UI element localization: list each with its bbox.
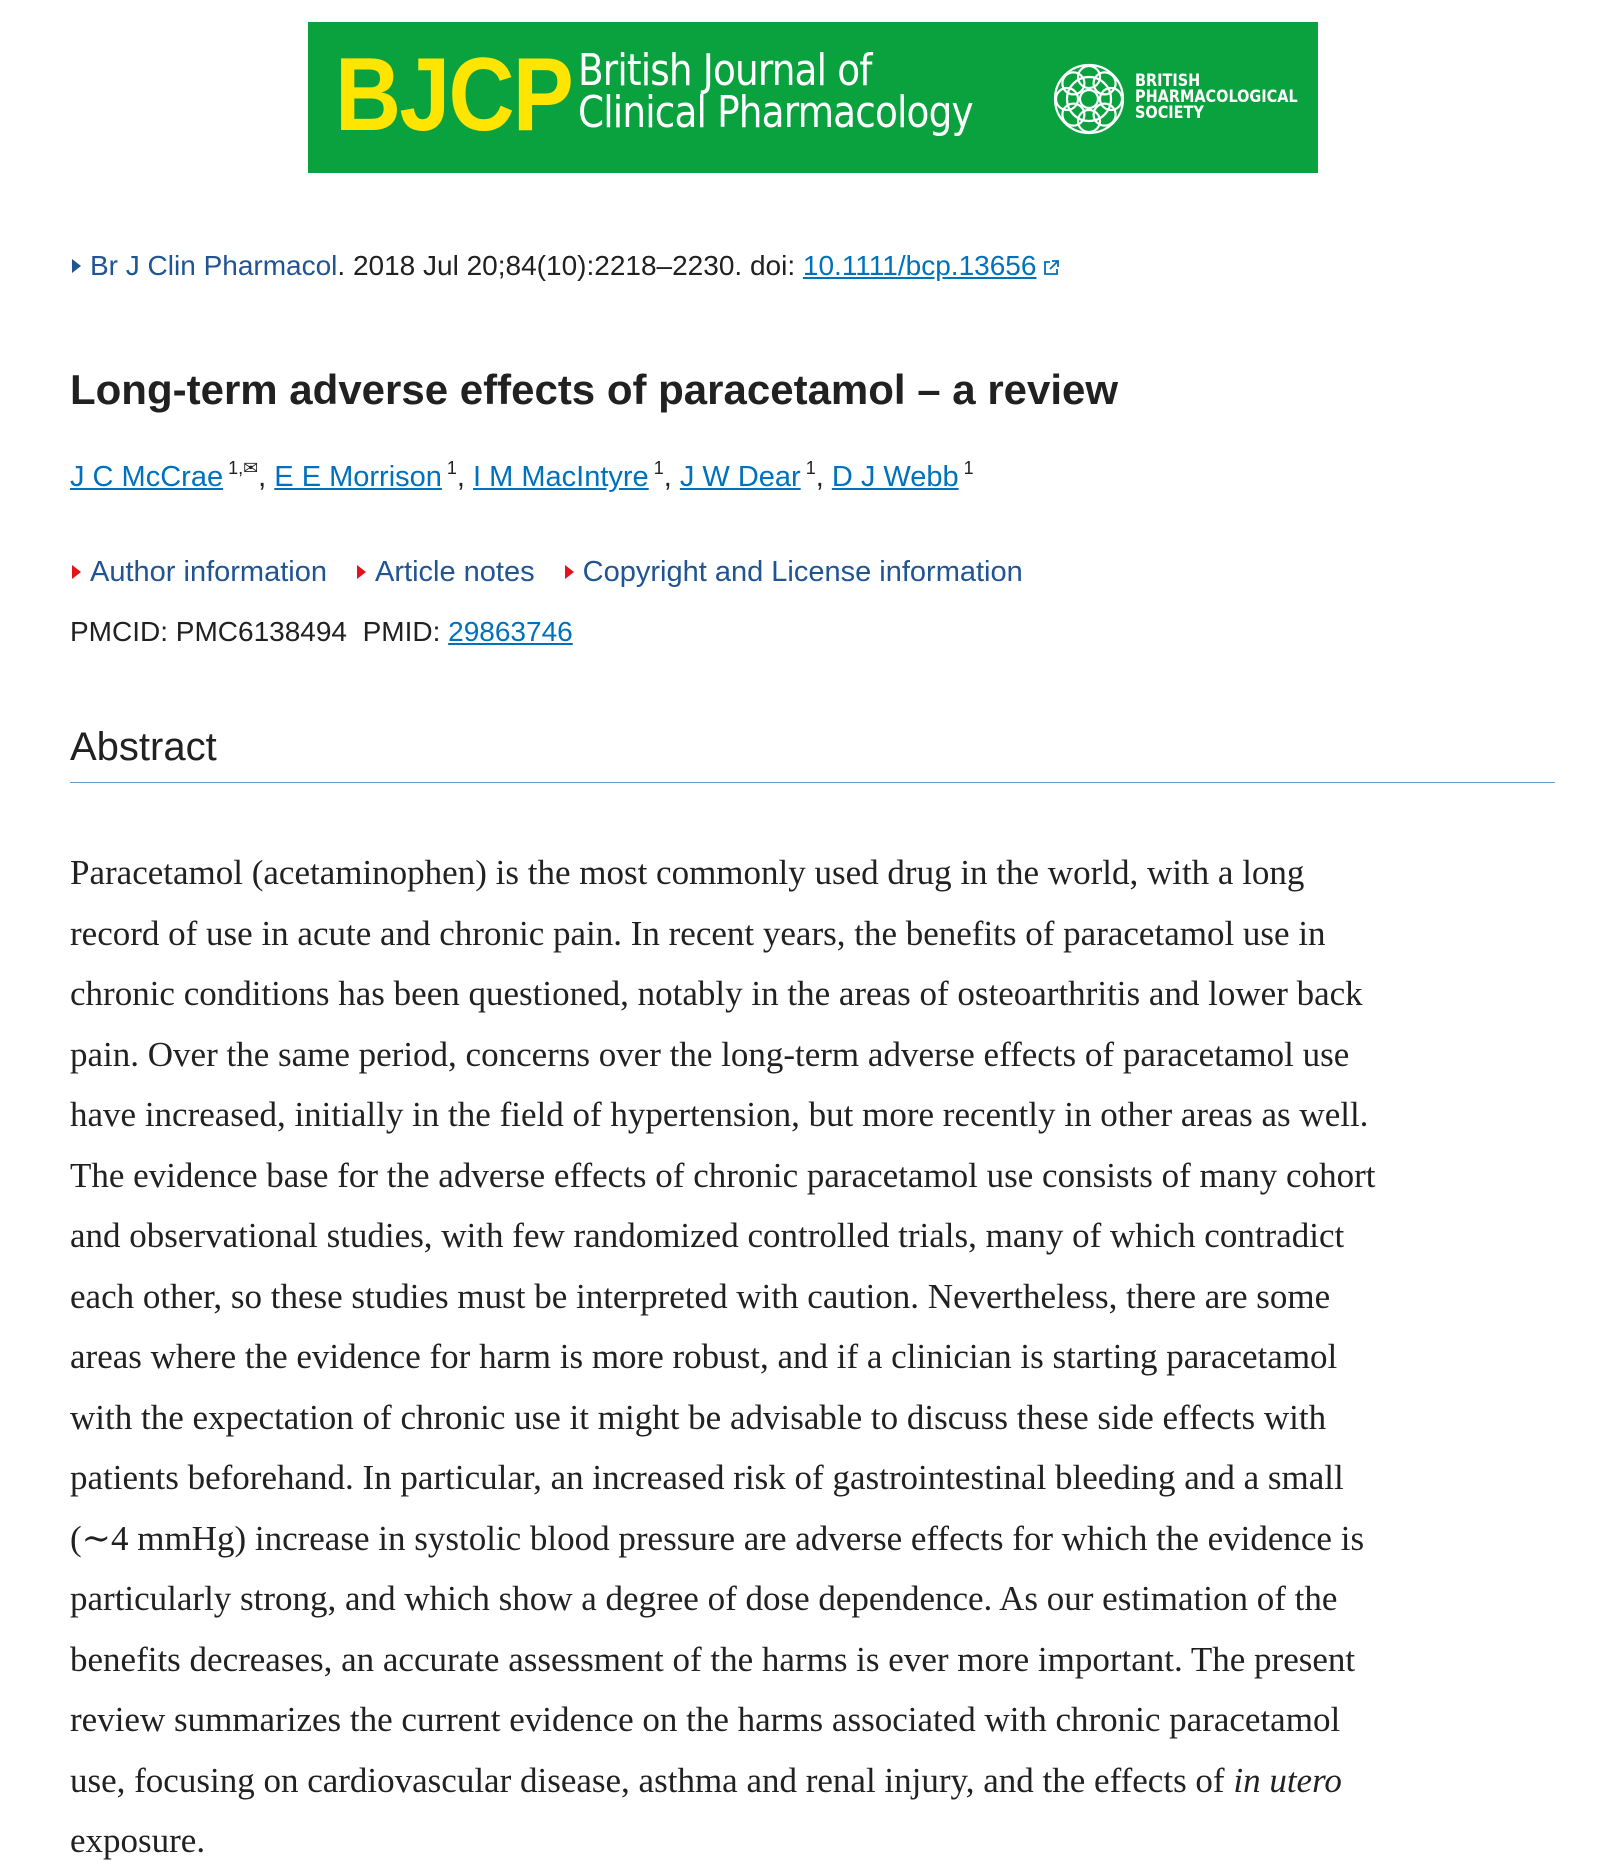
pmcid-value: PMC6138494 (175, 616, 348, 647)
bps-emblem-icon (1051, 61, 1127, 137)
author-affiliation[interactable]: 1 (963, 458, 974, 478)
abstract-line: benefits decreases, an accurate assessment of the harms is ever more important. The present (70, 1639, 1356, 1679)
society-name-line1: BRITISH (1135, 71, 1201, 91)
author-link[interactable]: D J Webb (831, 461, 959, 493)
journal-banner[interactable] (308, 22, 1318, 173)
expand-triangle-icon (357, 565, 366, 579)
author-affiliation[interactable]: 1 (653, 458, 664, 478)
pmid-link[interactable]: 29863746 (448, 616, 573, 647)
copyright-toggle[interactable] (565, 556, 1023, 588)
author-information-toggle[interactable] (72, 556, 327, 588)
abstract-line: review summarizes the current evidence on the harms associated with chronic paracetamol (70, 1700, 1341, 1739)
author-link[interactable]: I M MacIntyre (473, 461, 649, 493)
journal-link[interactable]: Br J Clin Pharmacol (90, 250, 338, 281)
article-title: Long-term adverse effects of paracetamol – a review (70, 366, 1119, 413)
abstract-text (70, 843, 1565, 1872)
author-link[interactable]: J W Dear (679, 461, 801, 493)
abstract-line: and observational studies, with few randomized controlled trials, many of which contradict (70, 1216, 1345, 1255)
expand-triangle-icon (72, 565, 81, 579)
citation-details: . 2018 Jul 20;84(10):2218–2230. doi: (337, 250, 803, 281)
author-link[interactable]: J C McCrae (70, 461, 224, 493)
abstract-line: Paracetamol (acetaminophen) is the most commonly used drug in the world, with a long (70, 853, 1305, 892)
abstract-line: each other, so these studies must be interpreted with caution. Nevertheless, there are some (70, 1276, 1331, 1316)
abstract-line-with-italic (70, 1751, 1565, 1812)
abstract-line: patients beforehand. In particular, an increased risk of gastrointestinal bleeding and a small (70, 1458, 1344, 1497)
author-information-label: Author information (90, 556, 327, 588)
article-info-toggles (72, 553, 1045, 591)
abstract-line: (∼4 mmHg) increase in systolic blood pressure are adverse effects for which the evidence is (70, 1518, 1365, 1558)
journal-abbrev: BJCP (335, 37, 573, 153)
author-list (70, 458, 974, 496)
expand-triangle-icon[interactable] (72, 259, 81, 273)
article-identifiers (70, 614, 573, 650)
society-name (1135, 73, 1298, 121)
abstract-line: with the expectation of chronic use it might be advisable to discuss these side effects with (70, 1397, 1327, 1437)
journal-name-line2: Clinical Pharmacology (578, 87, 973, 138)
copyright-label: Copyright and License information (582, 556, 1023, 588)
heading-divider (70, 782, 1555, 783)
citation-line (72, 248, 1060, 284)
abstract-line: exposure. (70, 1821, 206, 1860)
abstract-line: chronic conditions has been questioned, notably in the areas of osteoarthritis and lower back (70, 974, 1363, 1013)
article-notes-label: Article notes (375, 556, 535, 588)
author-link[interactable]: E E Morrison (274, 461, 442, 493)
doi-link[interactable]: 10.1111/bcp.13656 (802, 250, 1037, 281)
author-separator: , (815, 461, 832, 493)
society-name-line2: PHARMACOLOGICAL (1135, 87, 1298, 107)
italic-term: in utero (1233, 1760, 1342, 1800)
journal-name-line1: British Journal of (578, 45, 872, 96)
abstract-line: The evidence base for the adverse effects of chronic paracetamol use consists of many cohort (70, 1155, 1376, 1195)
pmid-label: PMID: (362, 616, 449, 647)
expand-triangle-icon (565, 565, 574, 579)
author-separator: , (456, 461, 474, 493)
external-link-icon[interactable] (1042, 259, 1060, 277)
abstract-line: particularly strong, and which show a degree of dose dependence. As our estimation of the (70, 1579, 1338, 1618)
journal-name (578, 45, 973, 138)
author-affiliation[interactable]: 1 (805, 458, 816, 478)
author-affiliation[interactable]: 1 (446, 458, 457, 478)
article-notes-toggle[interactable] (357, 556, 535, 588)
abstract-heading: Abstract (70, 725, 217, 769)
author-separator: , (663, 461, 680, 493)
pmcid-label: PMCID: (70, 616, 176, 647)
abstract-line: pain. Over the same period, concerns over the long‐term adverse effects of paracetamol use (70, 1034, 1350, 1074)
author-affiliation[interactable]: 1,✉ (228, 458, 259, 478)
abstract-line: areas where the evidence for harm is more robust, and if a clinician is starting paracetamol (70, 1337, 1338, 1376)
author-separator: , (258, 461, 275, 493)
abstract-line: record of use in acute and chronic pain. In recent years, the benefits of paracetamol use in (70, 913, 1326, 953)
abstract-line: have increased, initially in the field of hypertension, but more recently in other areas as well. (70, 1095, 1369, 1134)
society-name-line3: SOCIETY (1135, 103, 1204, 123)
abstract-line: use, focusing on cardiovascular disease, asthma and renal injury, and the effects of (70, 1760, 1234, 1800)
